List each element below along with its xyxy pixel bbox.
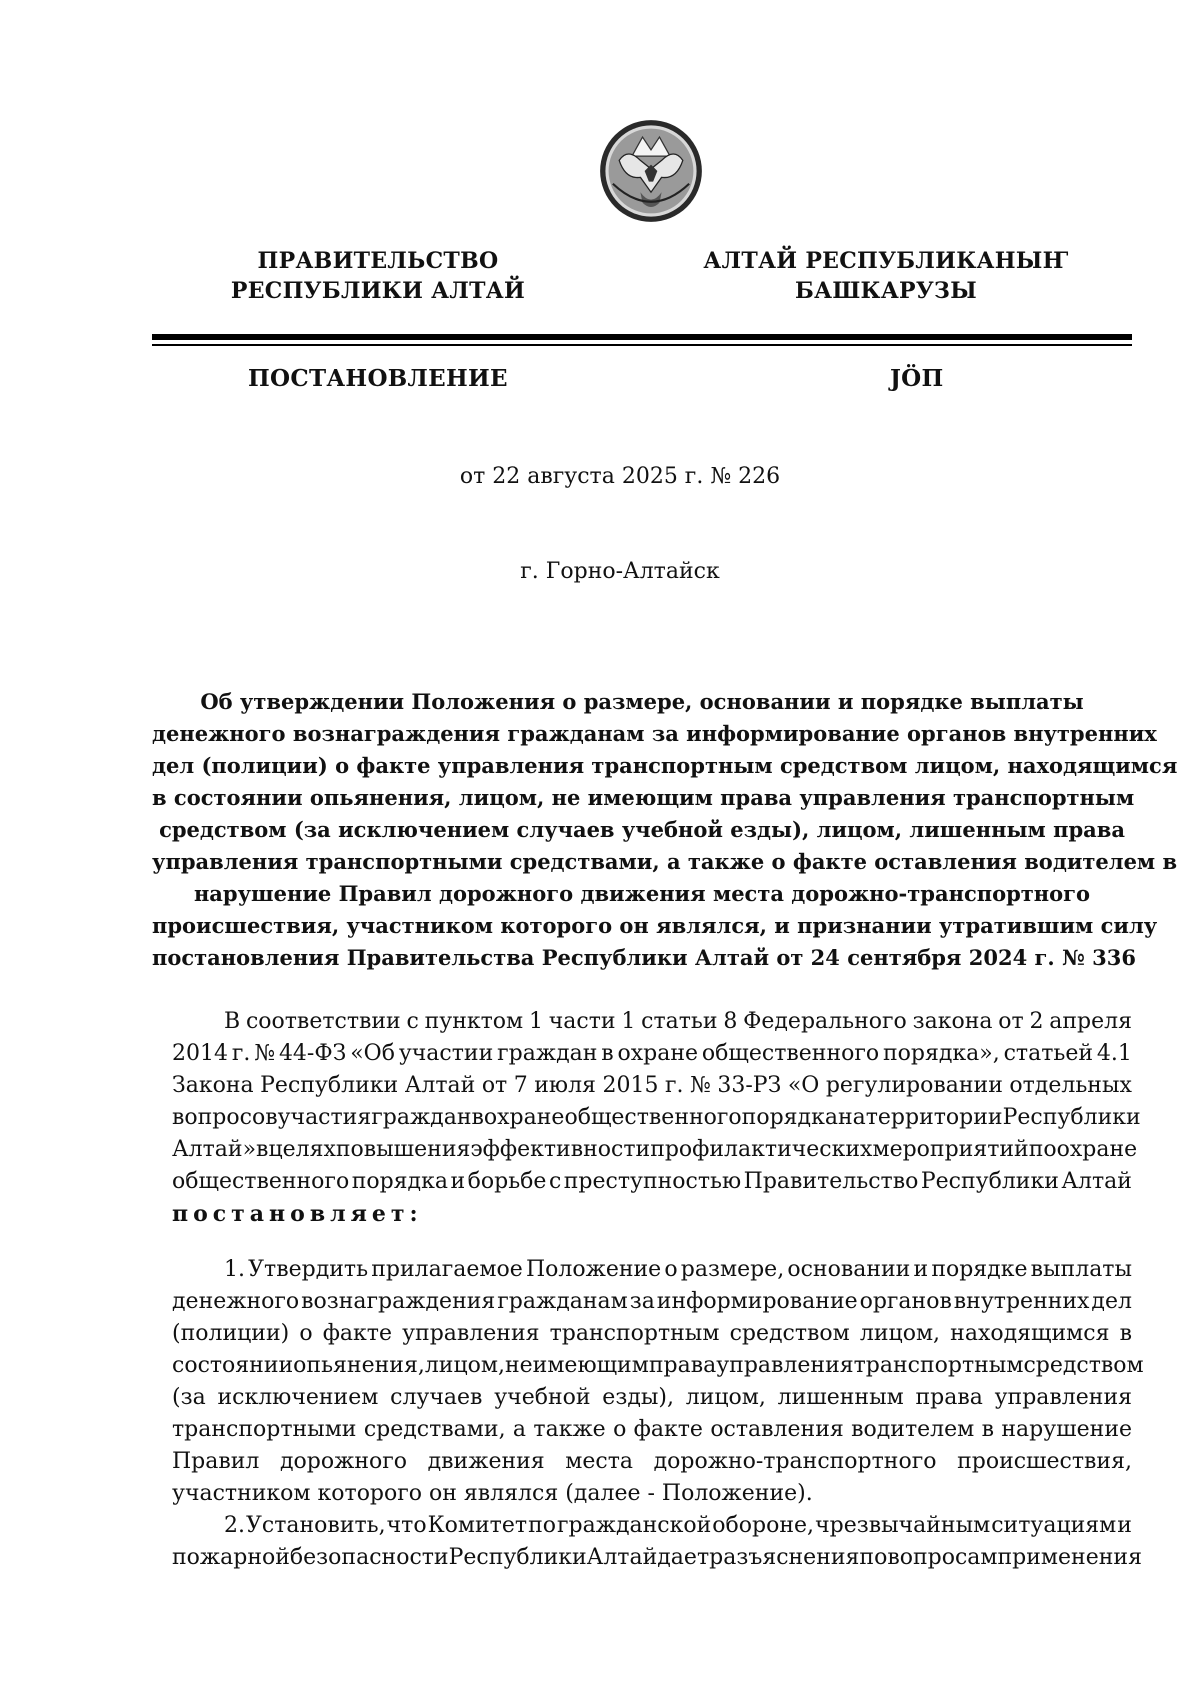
title-line: происшествия, участником которого он являлся, и признании утратившим силу — [152, 913, 1158, 938]
body-line: участником которого он являлся (далее - Положение). — [172, 1481, 813, 1506]
body-line: Алтай» в целях повышения эффективности профилактических мероприятий по охране — [172, 1137, 1138, 1162]
body-line: 1. Утвердить прилагаемое Положение о размере, основании и порядке выплаты — [224, 1257, 1132, 1282]
coat-of-arms-icon — [598, 118, 704, 224]
doc-date-number: от 22 августа 2025 г. № 226 — [459, 464, 781, 489]
title-line: в состоянии опьянения, лицом, не имеющим права управления транспортным — [152, 785, 1135, 810]
org-name-russian — [168, 246, 588, 306]
doc-title — [152, 686, 1178, 974]
header-divider-thin — [152, 344, 1132, 346]
body-line: Правил дорожного движения места дорожно-транспортного происшествия, — [172, 1449, 1132, 1474]
org-name-line: БАШКАРУЗЫ — [795, 278, 977, 304]
title-line: средством (за исключением случаев учебной езды), лицом, лишенным права — [159, 817, 1125, 842]
item-1-paragraph — [172, 1254, 1144, 1510]
title-line: Об утверждении Положения о размере, основании и порядке выплаты — [200, 689, 1084, 714]
org-name-line: АЛТАЙ РЕСПУБЛИКАНЫҤ — [703, 248, 1069, 274]
body-line: 2. Установить, что Комитет по гражданской обороне, чрезвычайным ситуациям и — [224, 1513, 1132, 1538]
org-name-line: РЕСПУБЛИКИ АЛТАЙ — [230, 278, 526, 304]
doc-city: г. Горно-Алтайск — [520, 559, 720, 584]
body-line: (полиции) о факте управления транспортным средством лицом, находящимся в — [172, 1321, 1132, 1346]
body-line: Закона Республики Алтай от 7 июля 2015 г. № 33-РЗ «О регулировании отдельных — [172, 1073, 1132, 1098]
title-line: управления транспортными средствами, а также о факте оставления водителем в — [152, 849, 1178, 874]
body-line: транспортными средствами, а также о факте оставления водителем в нарушение — [172, 1417, 1132, 1442]
body-line: общественного порядка и борьбе с преступностью Правительство Республики Алтай — [172, 1169, 1132, 1194]
title-line: денежного вознаграждения гражданам за информирование органов внутренних — [152, 721, 1157, 746]
title-line: дел (полиции) о факте управления транспортным средством лицом, находящимся — [152, 753, 1178, 778]
preamble-paragraph — [172, 1006, 1141, 1230]
title-line: нарушение Правил дорожного движения места дорожно-транспортного — [193, 881, 1091, 906]
body-line: В соответствии с пунктом 1 части 1 статьи 8 Федерального закона от 2 апреля — [224, 1009, 1132, 1034]
org-name-altai — [676, 246, 1096, 306]
item-2-paragraph — [172, 1510, 1142, 1574]
decree-word: постановляет: — [172, 1201, 423, 1227]
body-line: состоянии опьянения, лицом, не имеющим права управления транспортным средством — [172, 1353, 1144, 1378]
doc-type-russian: ПОСТАНОВЛЕНИЕ — [248, 365, 508, 392]
doc-type-altai: JÖП — [890, 365, 944, 392]
body-line: пожарной безопасности Республики Алтай дает разъяснения по вопросам применения — [172, 1545, 1142, 1570]
body-line: вопросов участия граждан в охране общественного порядка на территории Республики — [172, 1105, 1141, 1130]
org-name-line: ПРАВИТЕЛЬСТВО — [257, 248, 499, 274]
title-line: постановления Правительства Республики Алтай от 24 сентября 2024 г. № 336 — [152, 945, 1136, 970]
body-line: 2014 г. № 44-ФЗ «Об участии граждан в охране общественного порядка», статьей 4.1 — [172, 1041, 1132, 1066]
header-divider-thick — [152, 334, 1132, 340]
body-line: (за исключением случаев учебной езды), лицом, лишенным права управления — [172, 1385, 1132, 1410]
body-line: денежного вознаграждения гражданам за информирование органов внутренних дел — [172, 1289, 1132, 1314]
